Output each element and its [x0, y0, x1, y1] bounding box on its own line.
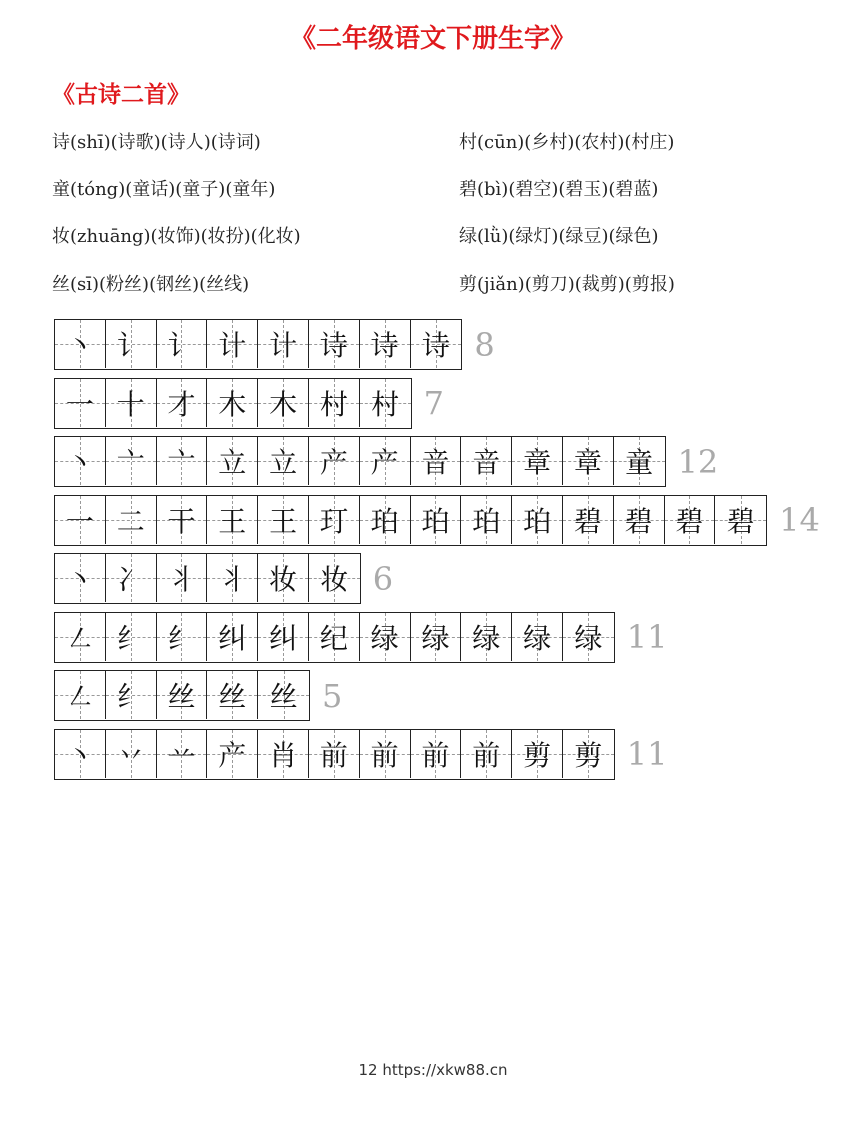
vocab-entry: 碧(bì)(碧空)(碧玉)(碧蓝): [459, 179, 659, 200]
page-title: 《二年级语文下册生字》: [289, 24, 576, 54]
stroke-char: 绿: [574, 621, 603, 655]
stroke-order-section: [54, 319, 854, 787]
stroke-char: 绿: [523, 621, 552, 655]
grid-cell: [411, 496, 462, 544]
tian-grid: [54, 729, 615, 780]
vocab-entry: 丝(sī)(粉丝)(钢丝)(丝线): [52, 274, 250, 295]
grid-cell: [258, 730, 309, 778]
stroke-char: 丶: [65, 329, 94, 362]
grid-cell: [258, 320, 309, 368]
grid-cell: [360, 730, 411, 778]
stroke-char: 肖: [269, 738, 298, 772]
stroke-char: 章: [523, 446, 552, 479]
grid-cell: [106, 613, 157, 661]
stroke-char: 碧: [573, 504, 602, 538]
stroke-char: 剪: [523, 738, 552, 772]
tian-grid: [54, 670, 310, 721]
stroke-char: 纠: [218, 621, 247, 655]
stroke-count: 11: [626, 735, 668, 773]
stroke-char: 纟: [167, 621, 196, 655]
grid-cell: [512, 613, 563, 661]
stroke-char: 纟: [116, 680, 145, 713]
stroke-char: 二: [116, 504, 145, 538]
grid-cell: [157, 320, 208, 368]
stroke-char: 绿: [370, 621, 399, 655]
stroke-char: 纠: [269, 621, 298, 655]
stroke-char: 珀: [472, 504, 501, 538]
grid-cell: [563, 730, 614, 778]
grid-cell: [665, 496, 716, 544]
grid-cell: [614, 437, 665, 485]
stroke-char: 音: [421, 446, 450, 479]
stroke-char: 前: [421, 738, 450, 772]
grid-cell: [157, 379, 208, 427]
stroke-char: 纪: [319, 621, 348, 655]
stroke-char: 碧: [675, 504, 704, 538]
grid-cell: [512, 730, 563, 778]
tian-grid: [54, 436, 666, 487]
stroke-char: 冫: [116, 563, 145, 596]
vocab-entry: 剪(jiǎn)(剪刀)(裁剪)(剪报): [459, 274, 675, 295]
stroke-char: 前: [319, 738, 348, 772]
grid-cell: [563, 613, 614, 661]
stroke-char: 产: [319, 446, 348, 479]
grid-cell: [207, 613, 258, 661]
grid-cell: [258, 613, 309, 661]
stroke-row: [54, 553, 854, 604]
grid-cell: [461, 496, 512, 544]
vocab-entry: 童(tóng)(童话)(童子)(童年): [52, 179, 276, 200]
stroke-char: 丶: [65, 563, 94, 596]
vocab-entry: 诗(shī)(诗歌)(诗人)(诗词): [52, 132, 261, 153]
grid-cell: [563, 496, 614, 544]
grid-cell: [715, 496, 766, 544]
stroke-count: 14: [779, 501, 820, 539]
grid-cell: [258, 554, 309, 602]
stroke-char: 珀: [370, 504, 399, 538]
grid-cell: [157, 671, 208, 719]
vocab-entry: 村(cūn)(乡村)(农村)(村庄): [459, 132, 675, 153]
stroke-char: 䒑: [167, 738, 196, 772]
stroke-char: 干: [167, 504, 196, 538]
grid-cell: [55, 671, 106, 719]
stroke-char: 妆: [320, 563, 349, 596]
stroke-char: ㇜: [65, 680, 94, 713]
grid-cell: [106, 496, 157, 544]
grid-cell: [258, 437, 309, 485]
stroke-char: 讠: [116, 329, 145, 362]
stroke-count: 11: [626, 618, 668, 656]
stroke-row: [54, 612, 854, 663]
stroke-char: 绿: [472, 621, 501, 655]
stroke-row: [54, 495, 854, 546]
stroke-char: 丶: [65, 446, 94, 479]
stroke-char: 亠: [116, 446, 145, 479]
grid-cell: [309, 613, 360, 661]
grid-cell: [309, 554, 360, 602]
stroke-char: 丶: [65, 738, 94, 772]
stroke-char: 诗: [319, 329, 348, 362]
section-title: 《古诗二首》: [52, 82, 190, 108]
stroke-char: ㇜: [65, 621, 94, 655]
tian-grid: [54, 319, 462, 370]
stroke-char: 一: [65, 387, 94, 421]
grid-cell: [461, 730, 512, 778]
stroke-count: 8: [474, 325, 495, 364]
grid-cell: [360, 379, 411, 427]
grid-cell: [411, 437, 462, 485]
grid-cell: [258, 671, 309, 719]
grid-cell: [512, 496, 563, 544]
grid-cell: [157, 613, 208, 661]
grid-cell: [157, 496, 208, 544]
stroke-char: 纟: [116, 621, 145, 655]
grid-cell: [157, 554, 208, 602]
grid-cell: [106, 320, 157, 368]
stroke-char: 诗: [421, 329, 450, 362]
stroke-char: 妆: [269, 563, 298, 596]
stroke-char: 珀: [421, 504, 450, 538]
grid-cell: [411, 320, 462, 368]
grid-cell: [106, 437, 157, 485]
stroke-row: [54, 670, 854, 721]
stroke-char: 剪: [574, 738, 603, 772]
grid-cell: [309, 379, 360, 427]
stroke-char: 碧: [624, 504, 653, 538]
grid-cell: [614, 496, 665, 544]
stroke-char: 才: [167, 387, 196, 421]
stroke-char: 立: [218, 446, 247, 479]
tian-grid: [54, 378, 412, 429]
grid-cell: [309, 320, 360, 368]
stroke-char: 章: [573, 446, 602, 479]
grid-cell: [55, 496, 106, 544]
stroke-char: 木: [269, 387, 298, 421]
stroke-char: 十: [116, 387, 145, 421]
stroke-char: 计: [269, 329, 298, 362]
stroke-char: 诗: [370, 329, 399, 362]
grid-cell: [461, 613, 512, 661]
stroke-char: 绿: [421, 621, 450, 655]
grid-cell: [360, 320, 411, 368]
grid-cell: [207, 730, 258, 778]
grid-cell: [55, 613, 106, 661]
grid-cell: [157, 730, 208, 778]
stroke-char: 一: [65, 504, 94, 538]
grid-cell: [309, 496, 360, 544]
grid-cell: [207, 320, 258, 368]
grid-cell: [207, 437, 258, 485]
stroke-char: 丝: [269, 680, 298, 713]
stroke-row: [54, 436, 854, 487]
grid-cell: [461, 437, 512, 485]
tian-grid: [54, 553, 361, 604]
stroke-char: 亠: [167, 446, 196, 479]
stroke-count: 12: [677, 442, 719, 481]
grid-cell: [106, 379, 157, 427]
stroke-char: 丬: [167, 563, 196, 596]
stroke-char: 木: [218, 387, 247, 421]
stroke-char: 丷: [116, 738, 145, 772]
stroke-char: 珀: [523, 504, 552, 538]
tian-grid: [54, 612, 615, 663]
stroke-char: 丝: [218, 680, 247, 713]
stroke-char: 产: [370, 446, 399, 479]
grid-cell: [55, 379, 106, 427]
grid-cell: [55, 554, 106, 602]
grid-cell: [360, 437, 411, 485]
stroke-char: 村: [319, 387, 348, 421]
grid-cell: [55, 730, 106, 778]
stroke-row: [54, 378, 854, 429]
stroke-char: 前: [472, 738, 501, 772]
grid-cell: [258, 496, 309, 544]
stroke-char: 王: [218, 504, 247, 538]
stroke-char: 产: [218, 738, 247, 772]
grid-cell: [55, 320, 106, 368]
grid-cell: [207, 671, 258, 719]
grid-cell: [207, 554, 258, 602]
stroke-char: 丝: [167, 680, 196, 713]
stroke-char: 丬: [218, 563, 247, 596]
grid-cell: [207, 379, 258, 427]
stroke-count: 7: [423, 384, 444, 422]
grid-cell: [309, 730, 360, 778]
grid-cell: [207, 496, 258, 544]
grid-cell: [411, 613, 462, 661]
grid-cell: [106, 730, 157, 778]
grid-cell: [55, 437, 106, 485]
page-footer: 12 https://xkw88.cn: [358, 1061, 508, 1079]
stroke-row: [54, 729, 854, 780]
stroke-char: 音: [472, 446, 501, 479]
stroke-row: [54, 319, 854, 370]
vocab-entry: 妆(zhuāng)(妆饰)(妆扮)(化妆): [52, 226, 301, 247]
stroke-char: 讠: [167, 329, 196, 362]
grid-cell: [411, 730, 462, 778]
vocab-entry: 绿(lǜ)(绿灯)(绿豆)(绿色): [459, 226, 659, 247]
stroke-char: 玎: [319, 504, 348, 538]
stroke-char: 村: [371, 387, 400, 421]
stroke-count: 5: [321, 676, 343, 715]
grid-cell: [258, 379, 309, 427]
stroke-char: 碧: [726, 504, 755, 538]
grid-cell: [360, 613, 411, 661]
tian-grid: [54, 495, 767, 546]
grid-cell: [512, 437, 563, 485]
grid-cell: [157, 437, 208, 485]
stroke-char: 前: [370, 738, 399, 772]
grid-cell: [309, 437, 360, 485]
grid-cell: [106, 671, 157, 719]
stroke-count: 6: [372, 559, 394, 598]
grid-cell: [106, 554, 157, 602]
stroke-char: 童: [625, 446, 654, 479]
stroke-char: 王: [269, 504, 298, 538]
stroke-char: 立: [269, 446, 298, 479]
grid-cell: [563, 437, 614, 485]
grid-cell: [360, 496, 411, 544]
stroke-char: 计: [218, 329, 247, 362]
